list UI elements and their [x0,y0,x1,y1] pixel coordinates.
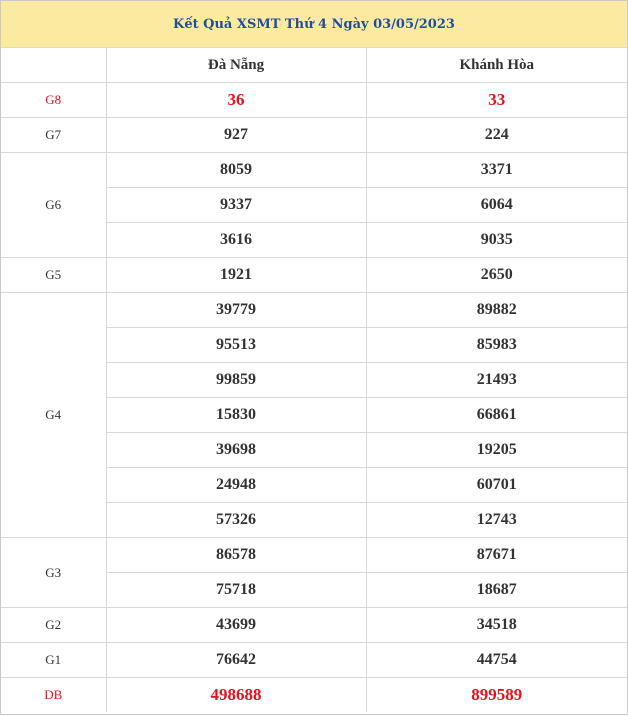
result-number: 9337 [106,188,366,223]
table-row [1,643,627,678]
result-number: 1921 [106,258,366,293]
table-row [1,83,627,118]
result-number: 86578 [106,538,366,573]
result-number: 498688 [106,678,366,713]
result-number: 95513 [106,328,366,363]
result-number: 57326 [106,503,366,538]
result-number: 6064 [366,188,627,223]
result-number: 8059 [106,153,366,188]
results-title: Kết Quả XSMT Thứ 4 Ngày 03/05/2023 [1,1,627,48]
result-number: 12743 [366,503,627,538]
prize-label-g6: G6 [1,153,106,258]
header-row [1,48,627,83]
result-number: 44754 [366,643,627,678]
prize-label-db: DB [1,678,106,713]
prize-label-g2: G2 [1,608,106,643]
table-row [1,678,627,713]
table-row [1,293,627,328]
table-row [1,538,627,573]
table-row [1,118,627,153]
result-number: 15830 [106,398,366,433]
header-prize-cell [1,48,106,83]
result-number: 3371 [366,153,627,188]
result-number: 3616 [106,223,366,258]
table-row [1,153,627,188]
result-number: 60701 [366,468,627,503]
result-number: 39698 [106,433,366,468]
prize-label-g5: G5 [1,258,106,293]
table-row [1,258,627,293]
result-number: 99859 [106,363,366,398]
result-number: 75718 [106,573,366,608]
results-table [1,48,627,712]
result-number: 36 [106,83,366,118]
result-number: 24948 [106,468,366,503]
result-number: 34518 [366,608,627,643]
prize-label-g7: G7 [1,118,106,153]
result-number: 39779 [106,293,366,328]
prize-label-g1: G1 [1,643,106,678]
result-number: 21493 [366,363,627,398]
header-province-khanh-hoa: Khánh Hòa [366,48,627,83]
result-number: 927 [106,118,366,153]
prize-label-g8: G8 [1,83,106,118]
result-number: 89882 [366,293,627,328]
result-number: 76642 [106,643,366,678]
result-number: 18687 [366,573,627,608]
result-number: 43699 [106,608,366,643]
result-number: 85983 [366,328,627,363]
result-number: 19205 [366,433,627,468]
table-row [1,608,627,643]
result-number: 899589 [366,678,627,713]
prize-label-g3: G3 [1,538,106,608]
result-number: 33 [366,83,627,118]
result-number: 9035 [366,223,627,258]
results-body [1,83,627,713]
result-number: 2650 [366,258,627,293]
result-number: 224 [366,118,627,153]
header-province-da-nang: Đà Nẵng [106,48,366,83]
result-number: 87671 [366,538,627,573]
result-number: 66861 [366,398,627,433]
prize-label-g4: G4 [1,293,106,538]
